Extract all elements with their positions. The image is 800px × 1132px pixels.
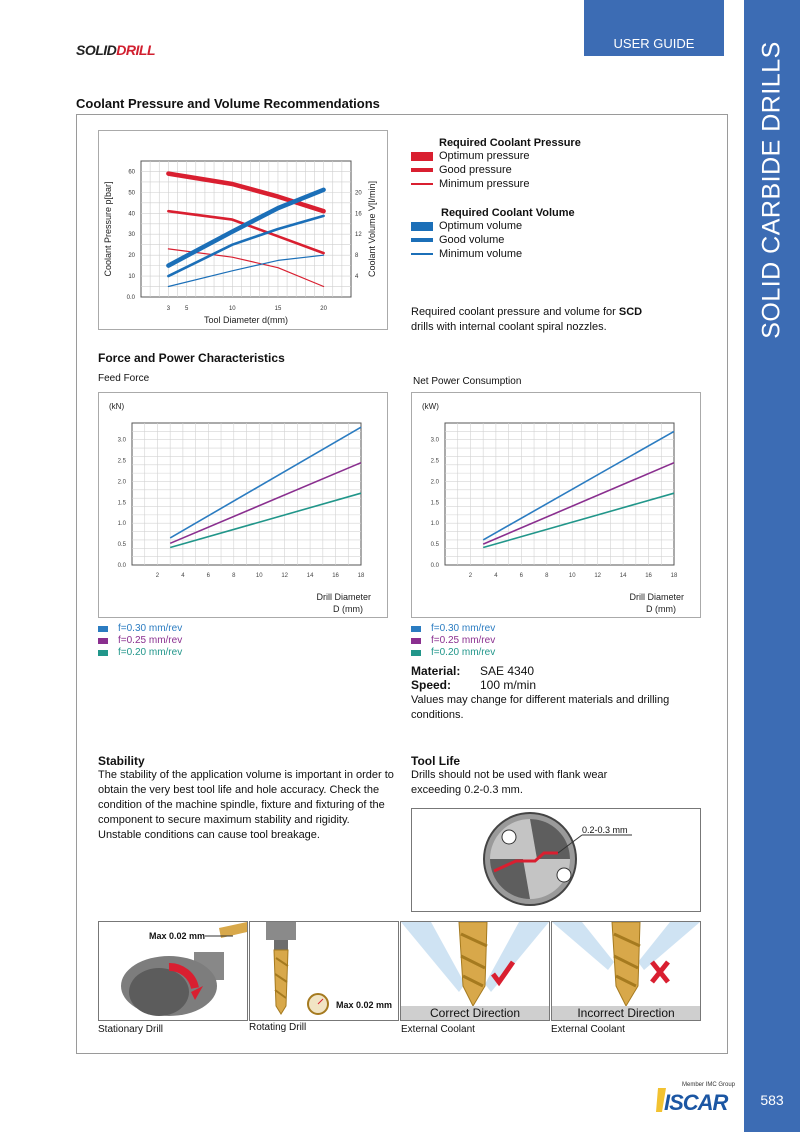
flank-wear-figure <box>411 808 701 912</box>
feed-force-chart-box <box>98 392 388 618</box>
coolant-xtick: 3 <box>166 306 171 312</box>
feed-force-xlabel-line1: Drill Diameter <box>316 592 371 602</box>
net-power-xtick: 4 <box>494 573 498 579</box>
stability-section <box>98 754 394 843</box>
net-power-xtick: 16 <box>645 573 652 579</box>
runout-max-label-2: Max 0.02 mm <box>336 1000 393 1010</box>
good-volume-swatch <box>411 238 433 242</box>
drill-tip-illustration <box>412 809 700 911</box>
material-row <box>411 664 671 678</box>
brand-logo-part2: DRILL <box>116 42 155 58</box>
force-legend-030-swatch <box>98 626 108 632</box>
tool-life-text: Drills should not be used with flank wear exceeding 0.2-0.3 mm. <box>411 769 608 796</box>
material-value: SAE 4340 <box>480 664 535 678</box>
power-legend-020 <box>411 647 495 659</box>
volume-legend-title: Required Coolant Volume <box>441 207 575 219</box>
coolant-ytick: 30 <box>128 232 135 239</box>
net-power-chart-box <box>411 392 701 618</box>
net-power-xtick: 6 <box>519 573 524 579</box>
net-power-xtick: 8 <box>545 573 549 579</box>
page-title: Coolant Pressure and Volume Recommendations <box>76 96 380 111</box>
net-power-ytick: 1.0 <box>430 521 439 528</box>
coolant-note <box>411 305 671 335</box>
feed-force-xlabel-line2: D (mm) <box>333 604 363 614</box>
power-legend-030 <box>411 623 495 635</box>
feed-force-chart <box>99 393 387 617</box>
feed-force-ytick: 0.0 <box>117 563 126 569</box>
coolant-xlabel: Tool Diameter d(mm) <box>203 315 289 325</box>
coolant-ylabel: Coolant Pressure p[bar] <box>103 181 113 277</box>
feed-force-xtick: 4 <box>181 573 185 579</box>
coolant-plot-area <box>141 161 351 297</box>
page-number: 583 <box>760 1092 784 1108</box>
net-power-ytick: 0.0 <box>430 563 439 569</box>
coolant-y2tick: 16 <box>355 211 362 218</box>
speed-row <box>411 678 671 692</box>
power-legend-020-label: f=0.20 mm/rev <box>431 647 496 658</box>
feed-force-ytick: 1.5 <box>117 500 126 507</box>
legend-optimum-pressure <box>411 149 731 163</box>
coolant-xtick: 10 <box>228 306 236 312</box>
user-guide-label: USER GUIDE <box>613 36 695 51</box>
tool-life-section <box>411 754 611 798</box>
net-power-chart <box>412 393 700 617</box>
coolant-ytick: 60 <box>128 169 135 176</box>
minimum-volume-swatch <box>411 253 433 255</box>
optimum-pressure-swatch <box>411 152 433 161</box>
net-power-ytick: 3.0 <box>430 437 439 444</box>
logo-member-text: Member IMC Group <box>682 1082 736 1088</box>
good-pressure-swatch <box>411 168 433 172</box>
stationary-drill-photo <box>98 921 248 1021</box>
legend-minimum-pressure <box>411 177 731 191</box>
feed-force-ytick: 2.0 <box>117 479 126 486</box>
optimum-volume-swatch <box>411 222 433 231</box>
material-label: Material: <box>411 664 461 678</box>
caption-stationary-drill: Stationary Drill <box>98 1024 164 1035</box>
feed-force-ytick: 2.5 <box>117 458 126 465</box>
optimum-pressure-label: Optimum pressure <box>439 150 530 162</box>
coolant-y2tick: 4 <box>355 274 359 281</box>
correct-direction-photo <box>400 921 550 1021</box>
optimum-volume-label: Optimum volume <box>439 220 523 232</box>
runout-max-label-1: Max 0.02 mm <box>149 931 206 941</box>
coolant-note-prefix: Required coolant pressure and volume for <box>411 306 619 318</box>
net-power-xtick: 12 <box>594 573 602 579</box>
force-legend-030 <box>98 623 182 635</box>
coolant-note-bold: SCD <box>618 306 643 318</box>
coolant-ytick: 40 <box>128 211 135 218</box>
coolant-ytick: 20 <box>128 253 135 260</box>
material-note: Values may change for different materials and drilling conditions. <box>411 694 670 721</box>
coolant-xtick: 20 <box>320 306 327 312</box>
power-legend-030-label: f=0.30 mm/rev <box>431 623 496 634</box>
minimum-pressure-swatch <box>411 183 433 185</box>
minimum-pressure-label: Minimum pressure <box>439 178 530 190</box>
stability-text: The stability of the application volume is important in order to obtain the very best tool life and hole accuracy. Check the condition of the machine spindle, fixture and fixturing of the component to secure maximum stability and rigidity. Unstable conditions can cause tool breakage. <box>98 769 394 841</box>
net-power-xtick: 18 <box>670 573 678 579</box>
iscar-logo <box>656 1082 742 1116</box>
net-power-xtick: 10 <box>568 573 576 579</box>
power-legend-025 <box>411 635 495 647</box>
coolant-legend <box>411 137 731 261</box>
good-volume-label: Good volume <box>439 234 505 246</box>
feed-force-xtick: 6 <box>206 573 211 579</box>
legend-minimum-volume <box>411 247 731 261</box>
tool-life-title: Tool Life <box>411 754 461 768</box>
coolant-ytick: 0.0 <box>126 295 135 301</box>
pressure-legend-title: Required Coolant Pressure <box>439 137 581 149</box>
feed-force-xtick: 14 <box>306 573 314 579</box>
feed-force-ytick: 0.5 <box>117 542 126 549</box>
legend-optimum-volume <box>411 219 731 233</box>
coolant-y2label: Coolant Volume V[l/min] <box>367 180 377 278</box>
force-legend-030-label: f=0.30 mm/rev <box>118 623 183 634</box>
force-power-title: Force and Power Characteristics <box>98 351 285 365</box>
good-pressure-label: Good pressure <box>439 164 512 176</box>
wear-limit-label: 0.2-0.3 mm <box>582 825 628 835</box>
caption-rotating-drill: Rotating Drill <box>249 1022 307 1033</box>
feed-force-xtick: 16 <box>332 573 339 579</box>
coolant-y2tick: 12 <box>355 232 362 239</box>
correct-direction-label: Correct Direction <box>401 1006 549 1020</box>
legend-good-volume <box>411 233 731 247</box>
net-power-label: Net Power Consumption <box>413 376 522 387</box>
feed-force-legend <box>98 623 182 659</box>
net-power-ytick: 2.5 <box>430 458 439 465</box>
feed-force-label: Feed Force <box>98 373 150 384</box>
net-power-ytick: 2.0 <box>430 479 439 486</box>
brand-logo-part1: SOLID <box>76 42 117 58</box>
incorrect-direction-photo <box>551 921 701 1021</box>
feed-force-ytick: 3.0 <box>117 437 126 444</box>
coolant-y2tick: 8 <box>355 253 359 260</box>
vertical-title-text: SOLID CARBIDE DRILLS <box>757 41 786 339</box>
power-legend-025-label: f=0.25 mm/rev <box>431 635 496 646</box>
caption-external-coolant-1: External Coolant <box>401 1024 475 1035</box>
coolant-chart <box>99 131 387 329</box>
material-block <box>411 664 671 723</box>
minimum-volume-label: Minimum volume <box>439 248 523 260</box>
net-power-xlabel-line2: D (mm) <box>646 604 676 614</box>
net-power-ytick: 1.5 <box>430 500 439 507</box>
feed-force-xtick: 10 <box>255 573 263 579</box>
force-legend-025-swatch <box>98 638 108 644</box>
feed-force-xtick: 12 <box>281 573 289 579</box>
incorrect-direction-label: Incorrect Direction <box>552 1006 700 1020</box>
force-legend-020 <box>98 647 182 659</box>
legend-good-pressure <box>411 163 731 177</box>
force-legend-025 <box>98 635 182 647</box>
vertical-section-title <box>744 40 800 340</box>
speed-value: 100 m/min <box>480 678 537 692</box>
user-guide-tab <box>584 0 724 56</box>
net-power-legend <box>411 623 495 659</box>
coolant-xtick: 15 <box>274 306 282 312</box>
coolant-note-suffix: drills with internal coolant spiral nozzles. <box>411 321 607 333</box>
force-legend-020-label: f=0.20 mm/rev <box>118 647 183 658</box>
net-power-xlabel-line1: Drill Diameter <box>629 592 684 602</box>
feed-force-xtick: 18 <box>357 573 365 579</box>
power-legend-020-swatch <box>411 650 421 656</box>
feed-force-xtick: 8 <box>232 573 236 579</box>
power-legend-030-swatch <box>411 626 421 632</box>
force-legend-020-swatch <box>98 650 108 656</box>
coolant-xtick: 5 <box>184 306 189 312</box>
power-legend-025-swatch <box>411 638 421 644</box>
brand-logo <box>76 42 155 58</box>
rotating-drill-photo <box>249 921 399 1021</box>
coolant-ytick: 50 <box>128 190 135 197</box>
coolant-chart-box <box>98 130 388 330</box>
caption-external-coolant-2: External Coolant <box>551 1024 625 1035</box>
speed-label: Speed: <box>411 678 452 692</box>
net-power-xtick: 14 <box>619 573 627 579</box>
net-power-unit: (kW) <box>422 402 439 411</box>
coolant-ytick: 10 <box>128 274 135 281</box>
coolant-y2tick: 20 <box>355 190 362 197</box>
net-power-ytick: 0.5 <box>430 542 439 549</box>
feed-force-ytick: 1.0 <box>117 521 126 528</box>
force-legend-025-label: f=0.25 mm/rev <box>118 635 183 646</box>
stability-title: Stability <box>98 754 145 768</box>
net-power-xtick: 2 <box>468 573 473 579</box>
feed-force-xtick: 2 <box>155 573 160 579</box>
logo-wordmark: ISCAR <box>664 1090 728 1115</box>
feed-force-unit: (kN) <box>109 402 125 411</box>
